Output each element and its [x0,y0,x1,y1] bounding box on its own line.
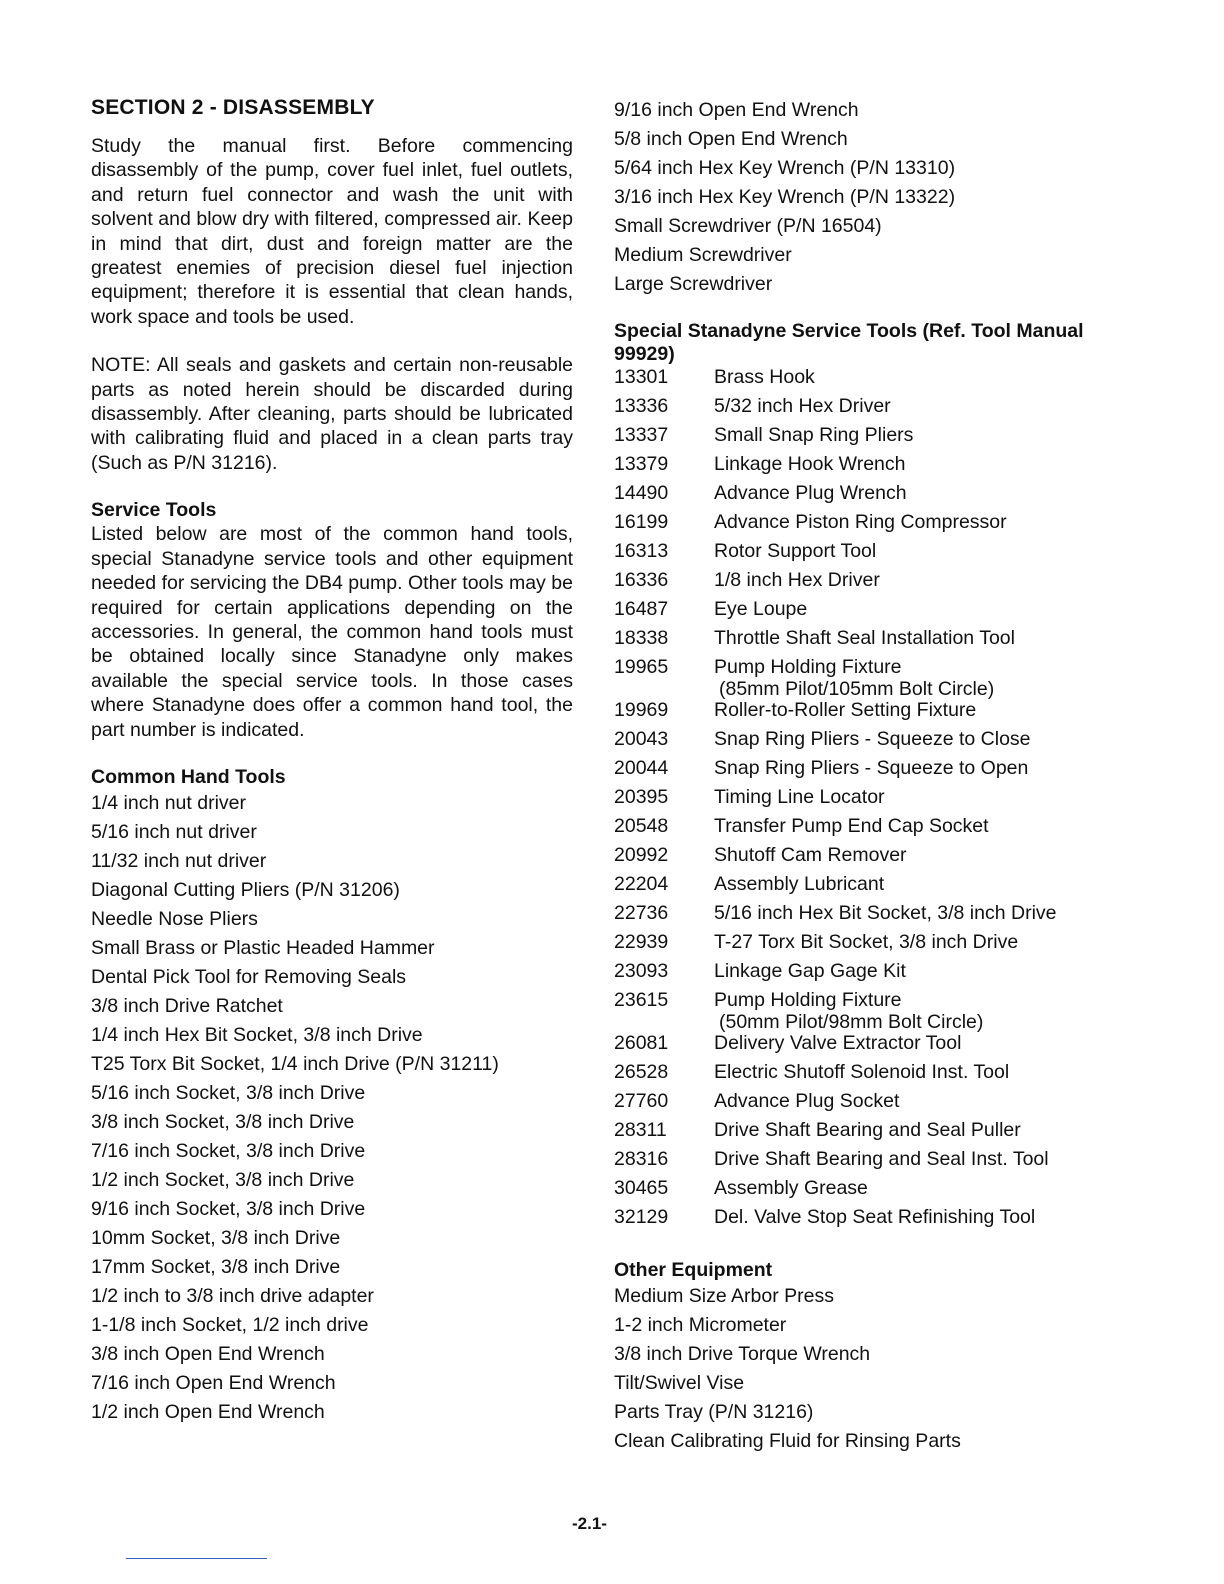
part-number: 26528 [614,1061,669,1083]
list-item: Dental Pick Tool for Removing Seals [91,965,407,988]
table-row [614,757,1057,786]
tool-name: Advance Piston Ring Compressor [714,511,1007,533]
tool-name: Snap Ring Pliers - Squeeze to Close [714,728,1031,750]
table-row [614,902,1057,931]
part-number: 14490 [614,482,669,504]
list-item: 7/16 inch Open End Wrench [91,1371,336,1394]
tool-name-detail: (50mm Pilot/98mm Bolt Circle) [719,1011,984,1033]
table-row [614,1090,1057,1119]
part-number: 20043 [614,728,669,750]
tool-name: Rotor Support Tool [714,540,877,562]
tool-name-cell [714,931,1057,960]
table-row [614,453,1057,482]
table-row [614,540,1057,569]
tool-name: 5/32 inch Hex Driver [714,395,891,417]
list-item: Parts Tray (P/N 31216) [614,1401,814,1423]
table-row [614,815,1057,844]
tool-name: Linkage Gap Gage Kit [714,960,906,982]
special-tools-table [614,366,1057,1235]
tool-name-cell [714,786,1057,815]
part-number: 16313 [614,540,669,562]
tool-name: Snap Ring Pliers - Squeeze to Open [714,757,1029,779]
table-row [614,569,1057,598]
table-row [614,728,1057,757]
list-item: 3/8 inch Drive Torque Wrench [614,1343,871,1365]
part-number: 20548 [614,815,669,837]
list-item: 5/16 inch Socket, 3/8 inch Drive [91,1081,366,1104]
list-item: T25 Torx Bit Socket, 1/4 inch Drive (P/N 31211) [91,1052,499,1075]
part-number: 13301 [614,366,669,388]
tool-name-cell [714,395,1057,424]
part-number: 16336 [614,569,669,591]
list-item: Medium Size Arbor Press [614,1285,834,1307]
tool-name-cell [714,424,1057,453]
table-row [614,366,1057,395]
table-row [614,873,1057,902]
table-row [614,844,1057,873]
tool-name: Eye Loupe [714,598,808,620]
tool-name-cell [714,757,1057,786]
tool-name-cell [714,1206,1057,1235]
tool-name-cell [714,569,1057,598]
tool-name-detail: (85mm Pilot/105mm Bolt Circle) [719,678,995,700]
tool-name: Small Snap Ring Pliers [714,424,914,446]
tool-name-cell [714,1119,1057,1148]
list-item: 1/2 inch Socket, 3/8 inch Drive [91,1168,355,1191]
other-equipment-heading: Other Equipment [614,1259,773,1281]
tool-name-cell [714,989,1057,1032]
right-column [614,96,1114,1456]
tool-name: Assembly Grease [714,1177,868,1199]
table-row [614,1148,1057,1177]
tool-name: Advance Plug Socket [714,1090,900,1112]
list-item: Small Screwdriver (P/N 16504) [614,215,882,237]
tool-name-cell [714,902,1057,931]
list-item: 1/4 inch nut driver [91,791,247,814]
table-row [614,1119,1057,1148]
left-column [91,96,573,1427]
table-row [614,598,1057,627]
page-number: -2.1- [572,1514,607,1533]
table-row [614,656,1057,699]
tool-name: Del. Valve Stop Seat Refinishing Tool [714,1206,1036,1228]
part-number: 19969 [614,699,669,721]
table-row [614,1206,1057,1235]
note-paragraph: NOTE: All seals and gaskets and certain non-reusable parts as noted herein should be discarded during disassembly. After cleaning, parts should be lubricated with calibrating fluid and placed in a clean parts tray (Such as P/N 31216). [91,354,573,474]
table-row [614,960,1057,989]
table-row [614,931,1057,960]
table-row [614,627,1057,656]
part-number: 32129 [614,1206,669,1228]
tool-name: Advance Plug Wrench [714,482,907,504]
table-row [614,424,1057,453]
tool-name-cell [714,728,1057,757]
tool-name-cell [714,1032,1057,1061]
list-item: Clean Calibrating Fluid for Rinsing Parts [614,1430,961,1452]
tool-name: Pump Holding Fixture [714,989,902,1011]
common-hand-tools-heading: Common Hand Tools [91,765,286,788]
common-hand-tools-list [91,789,573,1427]
tool-name-cell [714,598,1057,627]
tool-name: Drive Shaft Bearing and Seal Puller [714,1119,1021,1141]
table-row [614,699,1057,728]
list-item: 9/16 inch Open End Wrench [614,99,859,121]
list-item: 7/16 inch Socket, 3/8 inch Drive [91,1139,366,1162]
part-number: 23615 [614,989,669,1011]
part-number: 26081 [614,1032,669,1054]
part-number: 22204 [614,873,669,895]
list-item: 17mm Socket, 3/8 inch Drive [91,1255,341,1278]
tool-name-cell [714,960,1057,989]
tool-name-cell [714,873,1057,902]
tool-name-cell [714,1061,1057,1090]
list-item: 1-1/8 inch Socket, 1/2 inch drive [91,1313,369,1336]
service-tools-paragraph: Listed below are most of the common hand tools, special Stanadyne service tools and other equipment needed for servicing the DB4 pump. Other tools may be required for certain applications depending on the accessories. In general, the common hand tools must be obtained locally since Stanadyne only makes available the special service tools. In those cases where Stanadyne does offer a common hand tool, the part number is indicated. [91,523,573,741]
list-item: 3/16 inch Hex Key Wrench (P/N 13322) [614,186,956,208]
list-item: 11/32 inch nut driver [91,849,267,872]
tool-name: Brass Hook [714,366,815,388]
table-row [614,786,1057,815]
tool-name-cell [714,699,1057,728]
tool-name: Shutoff Cam Remover [714,844,907,866]
tool-name: 1/8 inch Hex Driver [714,569,880,591]
tool-name-cell [714,815,1057,844]
part-number: 16199 [614,511,669,533]
table-row [614,511,1057,540]
tool-name: T-27 Torx Bit Socket, 3/8 inch Drive [714,931,1019,953]
part-number: 20992 [614,844,669,866]
part-number: 23093 [614,960,669,982]
tool-name-cell [714,540,1057,569]
part-number: 20044 [614,757,669,779]
list-item: Needle Nose Pliers [91,907,258,930]
list-item: 3/8 inch Open End Wrench [91,1342,325,1365]
common-hand-tools-list-continued [614,96,1114,299]
part-number: 22939 [614,931,669,953]
service-tools-heading: Service Tools [91,499,217,522]
tool-name: Delivery Valve Extractor Tool [714,1032,962,1054]
table-row [614,482,1057,511]
tool-name-cell [714,482,1057,511]
intro-paragraph: Study the manual first. Before commencing disassembly of the pump, cover fuel inlet, fuel outlets, and return fuel connector and wash the unit with solvent and blow dry with filtered, compressed air. Keep in mind that dirt, dust and foreign matter are the greatest enemies of precision diesel fuel injection equipment; therefore it is essential that clean hands, work space and tools be used. [91,135,573,328]
tool-name: Linkage Hook Wrench [714,453,906,475]
tool-name: Timing Line Locator [714,786,885,808]
tool-name-cell [714,453,1057,482]
list-item: 5/64 inch Hex Key Wrench (P/N 13310) [614,157,956,179]
list-item: Medium Screwdriver [614,244,792,266]
list-item: Small Brass or Plastic Headed Hammer [91,936,435,959]
tool-name: Drive Shaft Bearing and Seal Inst. Tool [714,1148,1049,1170]
tool-name-cell [714,844,1057,873]
part-number: 28316 [614,1148,669,1170]
list-item: 1/2 inch Open End Wrench [91,1400,325,1423]
list-item: 5/16 inch nut driver [91,820,257,843]
list-item: 1/2 inch to 3/8 inch drive adapter [91,1284,374,1307]
list-item: Large Screwdriver [614,273,773,295]
footer-rule [126,1558,267,1559]
part-number: 27760 [614,1090,669,1112]
tool-name: Electric Shutoff Solenoid Inst. Tool [714,1061,1010,1083]
part-number: 30465 [614,1177,669,1199]
table-row [614,395,1057,424]
table-row [614,1032,1057,1061]
list-item: 1/4 inch Hex Bit Socket, 3/8 inch Drive [91,1023,423,1046]
list-item: 5/8 inch Open End Wrench [614,128,848,150]
table-row [614,989,1057,1032]
part-number: 18338 [614,627,669,649]
tool-name: 5/16 inch Hex Bit Socket, 3/8 inch Drive [714,902,1057,924]
tool-name: Throttle Shaft Seal Installation Tool [714,627,1015,649]
list-item: 10mm Socket, 3/8 inch Drive [91,1226,341,1249]
list-item: Diagonal Cutting Pliers (P/N 31206) [91,878,400,901]
part-number: 22736 [614,902,669,924]
other-equipment-list [614,1282,1114,1456]
list-item: Tilt/Swivel Vise [614,1372,745,1394]
section-title: SECTION 2 - DISASSEMBLY [91,96,375,119]
part-number: 13336 [614,395,669,417]
tool-name: Transfer Pump End Cap Socket [714,815,989,837]
tool-name: Roller-to-Roller Setting Fixture [714,699,977,721]
part-number: 20395 [614,786,669,808]
table-row [614,1061,1057,1090]
part-number: 28311 [614,1119,667,1141]
tool-name: Assembly Lubricant [714,873,885,895]
part-number: 13379 [614,453,669,475]
tool-name-cell [714,627,1057,656]
tool-name-cell [714,1177,1057,1206]
list-item: 9/16 inch Socket, 3/8 inch Drive [91,1197,366,1220]
part-number: 16487 [614,598,669,620]
part-number: 19965 [614,656,669,678]
part-number: 13337 [614,424,669,446]
list-item: 3/8 inch Drive Ratchet [91,994,283,1017]
tool-name-cell [714,1090,1057,1119]
tool-name-cell [714,1148,1057,1177]
table-row [614,1177,1057,1206]
tool-name-cell [714,656,1057,699]
list-item: 1-2 inch Micrometer [614,1314,787,1336]
tool-name-cell [714,511,1057,540]
special-tools-heading: Special Stanadyne Service Tools (Ref. Tool Manual 99929) [614,320,1084,365]
tool-name-cell [714,366,1057,395]
list-item: 3/8 inch Socket, 3/8 inch Drive [91,1110,355,1133]
tool-name: Pump Holding Fixture [714,656,902,678]
